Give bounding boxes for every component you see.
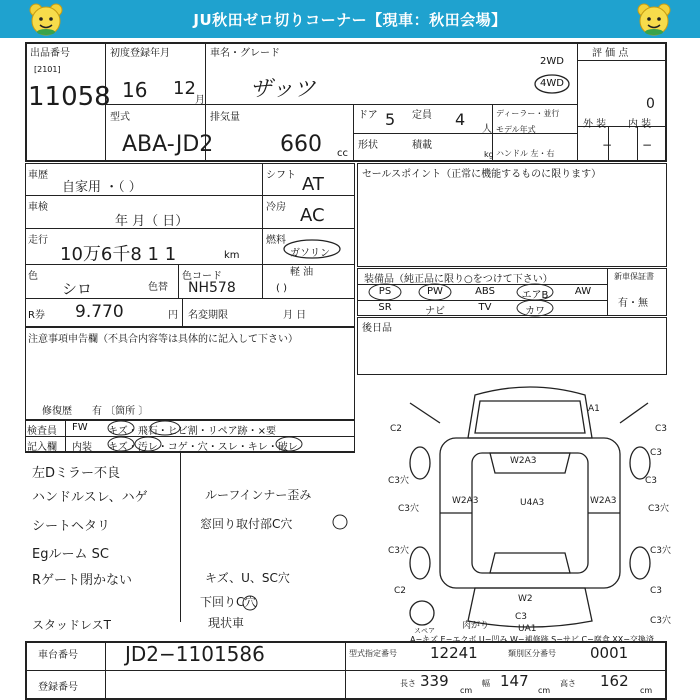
vehicle-type-label: 車歴 [28,170,48,181]
capacity-unit: 人 [482,124,492,135]
inspector-row2-head: 内装 [72,442,92,453]
equip-navi: ナビ [425,306,445,317]
equip-airbag: エアB [521,290,549,301]
inspection-value: 年 月（ 日） [115,214,189,229]
width-unit: cm [538,686,551,695]
inspector-row2-items: キズ・汚レ・コゲ・穴・スレ・キレ・破レ [108,442,298,453]
diagram-note: W2 [518,594,533,604]
first-reg-month: 12 [173,78,196,99]
diagram-note: C3穴 [650,616,672,626]
first-reg-year: 16 [122,78,148,102]
warranty-value: 有・無 [618,298,648,309]
equip-aw: AW [574,286,592,297]
equipment-circles [357,278,607,318]
equip-ps: PS [378,286,392,297]
remark-8: 窓回り取付部C穴 [200,517,293,531]
equip-sr: SR [378,302,392,313]
diagram-note: C2 [390,424,403,434]
displacement-value: 660 [280,132,322,157]
first-reg-label: 初度登録年月 [110,48,170,59]
color-value: シロ [62,280,93,298]
handle-label: ハンドル 左・右 [496,149,555,158]
remark-circles [180,508,360,618]
diagram-note: C3 [655,424,668,434]
equip-abs: ABS [475,286,495,297]
width-value: 147 [500,672,529,690]
vehicle-type-value: 自家用 ・（ ） [62,180,142,195]
mascot-icon [28,2,64,36]
displacement-label: 排気量 [210,112,240,123]
mascot-icon [636,2,672,36]
sales-point-label: セールスポイント（正常に機能するものに限ります） [362,169,602,180]
load-label: 積載 [412,140,432,151]
model-value: ABA-JD2 [122,132,214,157]
equip-leather: カワ [525,306,545,317]
diagram-note: C3穴 [648,504,670,514]
height-label: 高さ [560,679,576,688]
height-value: 162 [600,672,629,690]
model-label: 型式 [110,112,130,123]
drive-circle-mark [533,72,571,96]
mileage-unit: km [224,250,240,261]
color-code-value: NH578 [188,280,236,296]
car-diagram [380,383,680,633]
diagram-note: A1 [588,404,600,414]
lot-label: 出品番号 [30,48,70,59]
lot-number: 11058 [28,82,111,112]
repair-label: 修復歴 [42,406,72,417]
notes-label: 注意事項申告欄（不具合内容等は具体的に記入して下さい） [28,334,298,345]
remark-11: 現状車 [208,616,245,630]
model-year-label: モデル年式 [496,125,536,134]
reg-label: 登録番号 [38,682,78,693]
length-unit: cm [460,686,473,695]
diagram-note: C2 [394,586,407,596]
color-no-label: 色替 [148,282,168,293]
diagram-note: C3穴 [388,546,410,556]
category-value: 0001 [590,644,629,662]
nameplate-label: 名変期限 [188,310,228,321]
remark-7: ルーフインナー歪み [205,488,312,502]
inspector-row1-head: FW [72,422,88,433]
diagram-note: W2A3 [452,496,479,506]
name-grade-label: 車名・グレード [210,48,280,59]
dealer-label: ディーラー・並行 [496,109,560,118]
door-value: 5 [385,110,396,129]
interior-value: − [642,138,653,152]
type-no-label: 型式指定番号 [349,649,397,658]
remark-4: Egルーム SC [32,547,109,562]
spare-label: スペア [414,627,435,633]
eval-label: 評 価 点 [592,48,629,59]
fuel-other: ( ) [276,283,287,294]
remark-1: 左Dミラー不良 [32,466,121,481]
fuel-diesel: 軽 油 [290,267,314,278]
capacity-label: 定員 [412,110,432,121]
remark-5: Rゲート閉かない [32,573,133,588]
diagram-note: C3穴 [398,504,420,514]
nameplate-value: 月 日 [283,310,307,321]
chassis-label: 車台番号 [38,650,78,661]
remark-10: 下回りC穴 [200,595,257,609]
diagram-note: C3 [650,586,663,596]
diagram-note: C3 [650,448,663,458]
capacity-value: 4 [455,110,466,129]
inspector-row1-items: キズ・飛石・ヒビ割・リペア跡・×要 [108,426,276,437]
diagram-legend: A−キズ E−エクボ U−凹み W−補修跡 S−サビ C−腐食 XX−交換済 [410,635,654,644]
diagram-note: UA1 [518,624,537,633]
ac-label: 冷房 [266,202,286,213]
exterior-label: 外 装 [583,119,607,130]
diagram-note: C3 [515,612,528,622]
bottom-label: 肉がり [462,621,490,631]
shift-value: AT [302,174,324,195]
lot-code: [2101] [34,65,61,74]
height-unit: cm [640,686,653,695]
shift-label: シフト [266,170,296,181]
equip-tv: TV [478,302,492,313]
diagram-note: C3穴 [388,476,410,486]
diagram-note: W2A3 [590,496,617,506]
warranty-label: 新車保証書 [614,272,654,281]
page-banner [0,0,700,38]
length-value: 339 [420,672,449,690]
mileage-value: 10万6千8 1 1 [60,244,177,265]
color-label: 色 [28,271,38,282]
category-label: 類別区分番号 [508,649,556,658]
shape-label: 形状 [358,140,378,151]
banner-title: JU秋田ゼロ切りコーナー【現車：秋田会場】 [193,10,507,29]
rear-seat-box [357,317,667,375]
auction-sheet [0,38,700,700]
rear-seat-label: 後日品 [362,323,392,334]
inspection-label: 車検 [28,202,48,213]
remark-6: スタッドレスT [32,618,111,632]
color-code-label: 色コード [182,271,222,282]
month-unit: 月 [195,95,205,106]
load-unit: kg [484,150,494,159]
car-name: ザッツ [250,77,316,102]
width-label: 幅 [482,679,490,688]
exterior-value: − [602,138,613,152]
interior-label: 内 装 [628,119,652,130]
remark-2: ハンドルスレ、ハゲ [32,490,148,505]
equip-pw: PW [427,286,443,297]
drive-2wd: 2WD [540,56,564,67]
ac-value: AC [300,205,325,226]
eval-score: 0 [646,96,655,112]
fuel-label: 燃料 [266,235,286,246]
diagram-note: C3穴 [650,546,672,556]
fuel-gasoline: ガソリン [290,248,330,259]
inspector-circles [100,418,320,454]
remark-9: キズ、U、SC穴 [205,571,290,585]
mileage-label: 走行 [28,235,48,246]
diagram-note: U4A3 [520,498,545,508]
displacement-unit: cc [337,148,348,159]
recycle-label: R券 [28,310,45,321]
length-label: 長さ [400,679,416,688]
drive-4wd: 4WD [540,78,564,89]
remark-3: シートヘタリ [32,519,111,534]
entry-label: 記入欄 [27,442,57,453]
type-no-value: 12241 [430,644,478,662]
equipment-label: 装備品（純正品に限り○をつけて下さい） [364,274,553,285]
chassis-value: JD2−1101586 [125,642,265,666]
diagram-note: W2A3 [510,456,537,466]
recycle-unit: 円 [168,310,178,321]
recycle-value: 9.770 [75,302,124,322]
inspector-label: 検査員 [27,426,57,437]
repair-value: 有 〔箇所 〕 [92,406,149,417]
door-label: ドア [358,110,378,121]
fuel-circle-mark [282,238,342,260]
diagram-note: C3 [645,476,658,486]
